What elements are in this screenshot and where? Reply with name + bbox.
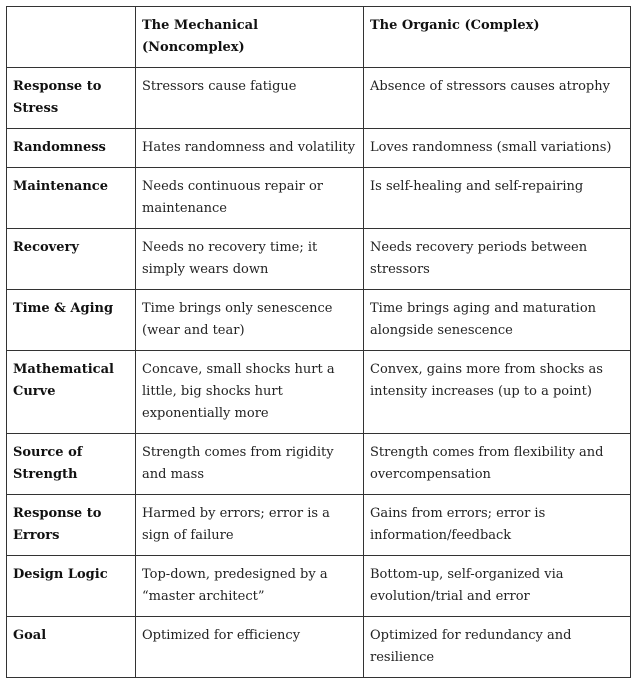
organic-cell: Needs recovery periods between stressors — [364, 229, 631, 290]
mechanical-cell: Harmed by errors; error is a sign of failure — [136, 495, 364, 556]
mechanical-cell: Strength comes from rigidity and mass — [136, 434, 364, 495]
mechanical-cell: Stressors cause fatigue — [136, 68, 364, 129]
mechanical-cell: Top-down, predesigned by a “master architect” — [136, 556, 364, 617]
header-mechanical: The Mechanical (Noncomplex) — [136, 7, 364, 68]
header-corner — [7, 7, 136, 68]
organic-cell: Gains from errors; error is information/feedback — [364, 495, 631, 556]
organic-cell: Loves randomness (small variations) — [364, 129, 631, 168]
mechanical-cell: Needs continuous repair or maintenance — [136, 168, 364, 229]
header-organic: The Organic (Complex) — [364, 7, 631, 68]
row-label: Goal — [7, 617, 136, 678]
mechanical-cell: Needs no recovery time; it simply wears down — [136, 229, 364, 290]
mechanical-cell: Optimized for efficiency — [136, 617, 364, 678]
row-label: Design Logic — [7, 556, 136, 617]
row-label: Time & Aging — [7, 290, 136, 351]
table-row — [7, 290, 631, 351]
organic-cell: Strength comes from flexibility and overcompensation — [364, 434, 631, 495]
table-header-row — [7, 7, 631, 68]
table-row — [7, 351, 631, 434]
mechanical-cell: Hates randomness and volatility — [136, 129, 364, 168]
mechanical-cell: Concave, small shocks hurt a little, big shocks hurt exponentially more — [136, 351, 364, 434]
row-label: Randomness — [7, 129, 136, 168]
organic-cell: Convex, gains more from shocks as intensity increases (up to a point) — [364, 351, 631, 434]
mechanical-cell: Time brings only senescence (wear and tear) — [136, 290, 364, 351]
row-label: Source of Strength — [7, 434, 136, 495]
table-row — [7, 129, 631, 168]
row-label: Response to Stress — [7, 68, 136, 129]
table-row — [7, 229, 631, 290]
row-label: Response to Errors — [7, 495, 136, 556]
table-row — [7, 434, 631, 495]
table-row — [7, 68, 631, 129]
row-label: Recovery — [7, 229, 136, 290]
organic-cell: Is self-healing and self-repairing — [364, 168, 631, 229]
organic-cell: Bottom-up, self-organized via evolution/trial and error — [364, 556, 631, 617]
table-row — [7, 495, 631, 556]
table-row — [7, 556, 631, 617]
comparison-table — [6, 6, 631, 678]
organic-cell: Time brings aging and maturation alongside senescence — [364, 290, 631, 351]
row-label: Maintenance — [7, 168, 136, 229]
organic-cell: Absence of stressors causes atrophy — [364, 68, 631, 129]
table-row — [7, 617, 631, 678]
organic-cell: Optimized for redundancy and resilience — [364, 617, 631, 678]
table-row — [7, 168, 631, 229]
row-label: Mathematical Curve — [7, 351, 136, 434]
